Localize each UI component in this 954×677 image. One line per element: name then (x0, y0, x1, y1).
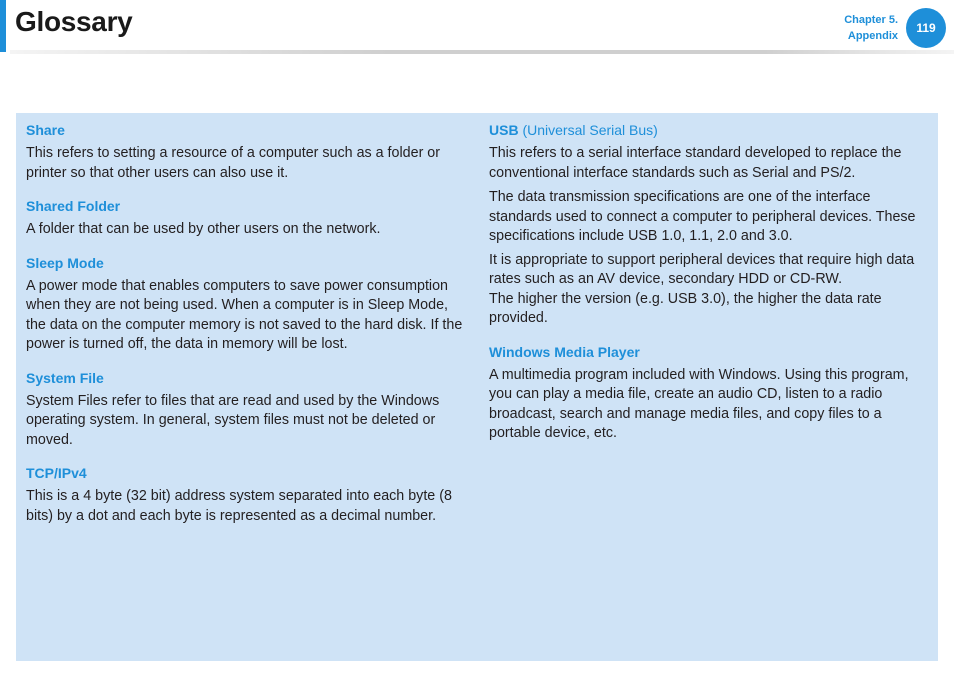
page-number-badge: 119 (906, 8, 946, 48)
glossary-entry-sleep-mode (26, 254, 468, 355)
glossary-term-name: USB (489, 122, 519, 138)
glossary-entry-share (26, 121, 468, 183)
glossary-left-column (26, 121, 468, 540)
glossary-term: Shared Folder (26, 198, 121, 214)
glossary-definition: System Files refer to files that are read and used by the Windows operating system. In general, system files must not be deleted or moved. (26, 392, 440, 448)
glossary-entry-shared-folder (26, 197, 468, 240)
chapter-label (844, 12, 898, 44)
glossary-term: Sleep Mode (26, 254, 104, 271)
chapter-number: Chapter 5. (844, 14, 898, 26)
glossary-entry-usb (489, 121, 929, 329)
page-title: Glossary (15, 6, 133, 37)
glossary-term-expansion: (Universal Serial Bus) (522, 122, 658, 138)
glossary-term: Share (26, 122, 65, 138)
glossary-definition: The higher the version (e.g. USB 3.0), the higher the data rate provided. (489, 290, 882, 326)
glossary-right-column (489, 121, 929, 458)
header-divider (10, 50, 954, 54)
glossary-term: Windows Media Player (489, 343, 640, 360)
chapter-name: Appendix (847, 30, 898, 42)
glossary-panel (16, 113, 938, 661)
glossary-definition: The data transmission specifications are one of the interface standards used to connect a computer to peripheral devices. These specifications include USB 1.0, 1.1, 2.0 and 3.0. (489, 189, 916, 244)
glossary-definition: It is appropriate to support peripheral devices that require high data rates such as an AV device, secondary HDD or CD-RW. (489, 251, 915, 287)
glossary-definition: This refers to a serial interface standard developed to replace the conventional interface standards such as Serial and PS/2. (489, 145, 902, 181)
header-accent-bar (0, 0, 6, 52)
glossary-definition: This refers to setting a resource of a computer such as a folder or printer so that other users can also use it. (26, 145, 441, 181)
glossary-entry-tcp-ipv4 (26, 464, 468, 526)
glossary-definition: A power mode that enables computers to save power consumption when they are not being used. When a computer is in Sleep Mode, the data on the computer memory is not saved to the hard disk. If the power is turned off, the data in memory will be lost. (26, 277, 463, 352)
glossary-definition: A multimedia program included with Windows. Using this program, you can play a media file, create an audio CD, listen to a radio broadcast, search and manage media files, and copy files to a portable device, etc. (489, 366, 909, 441)
glossary-term (489, 121, 929, 139)
glossary-entry-windows-media-player (489, 343, 929, 444)
glossary-definition: A folder that can be used by other users on the network. (26, 221, 381, 237)
glossary-definition: This is a 4 byte (32 bit) address system separated into each byte (8 bits) by a dot and each byte is represented as a decimal number. (26, 488, 452, 524)
glossary-term: System File (26, 369, 104, 386)
glossary-term: TCP/IPv4 (26, 465, 87, 481)
glossary-entry-system-file (26, 369, 468, 451)
